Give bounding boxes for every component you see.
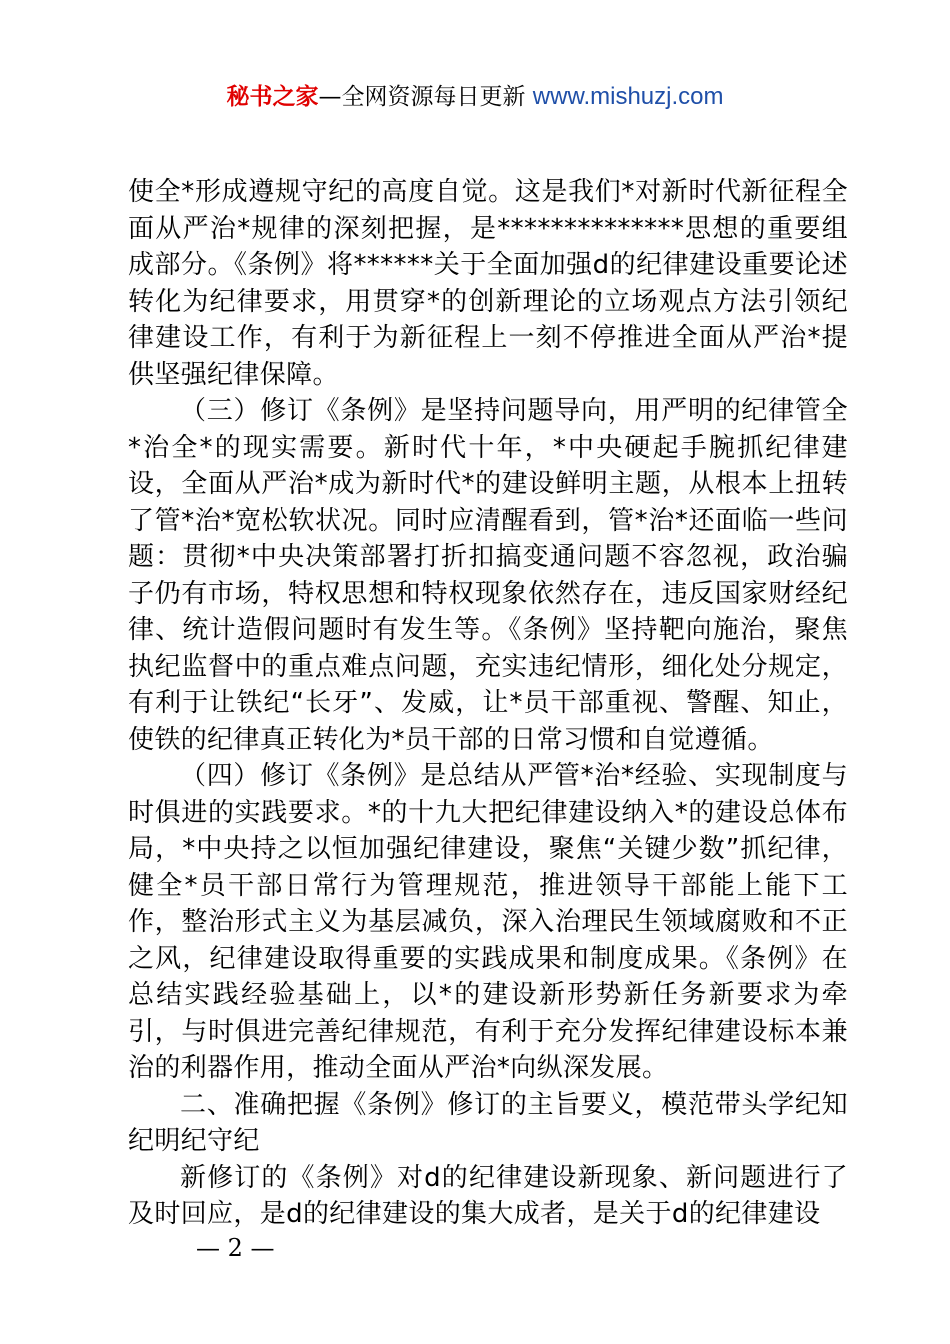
paragraph-section-two-intro: 新修订的《条例》对d的纪律建设新现象、新问题进行了及时回应，是d的纪律建设的集大成者，是关于d的纪律建设	[128, 1162, 848, 1229]
site-header	[0, 80, 950, 114]
header-slogan: —全网资源每日更新	[318, 84, 533, 110]
page-number: — 2 —	[196, 1234, 275, 1262]
paragraph-point-four: （四）修订《条例》是总结从严管*治*经验、实现制度与时俱进的实践要求。*的十九大把纪律建设纳入*的建设总体布局，*中央持之以恒加强纪律建设，聚焦“关键少数”抓纪律，健全*员干部日常行为管理规范，推进领导干部能上能下工作，整治形式主义为基层减负，深入治理民生领域腐败和不正之风，纪律建设取得重要的实践成果和制度成果。《条例》在总结实践经验基础上，以*的建设新形势新任务新要求为牵引，与时俱进完善纪律规范，有利于充分发挥纪律建设标本兼治的利器作用，推动全面从严治*向纵深发展。	[128, 761, 848, 1083]
brand-name: 秘书之家	[226, 84, 319, 110]
paragraph-point-three: （三）修订《条例》是坚持问题导向，用严明的纪律管全*治全*的现实需要。新时代十年，*中央硬起手腕抓纪律建设，全面从严治*成为新时代*的建设鲜明主题，从根本上扭转了管*治*宽松软状况。同时应清醒看到，管*治*还面临一些问题：贯彻*中央决策部署打折扣搞变通问题不容忽视，政治骗子仍有市场，特权思想和特权现象依然存在，违反国家财经纪律、统计造假问题时有发生等。《条例》坚持靶向施治，聚焦执纪监督中的重点难点问题，充实违纪情形，细化处分规定，有利于让铁纪“长牙”、发威，让*员干部重视、警醒、知止，使铁的纪律真正转化为*员干部的日常习惯和自觉遵循。	[128, 396, 848, 755]
paragraph-continuation: 使全*形成遵规守纪的高度自觉。这是我们*对新时代新征程全面从严治*规律的深刻把握，是**************思想的重要组成部分。《条例》将******关于全面加强d的纪律建设重要论述转化为纪律要求，用贯穿*的创新理论的立场观点方法引领纪律建设工作，有利于为新征程上一刻不停推进全面从严治*提供坚强纪律保障。	[128, 177, 848, 390]
site-url-link[interactable]: www.mishuzj.com	[532, 83, 724, 110]
document-body	[128, 174, 848, 1233]
section-heading-two: 二、准确把握《条例》修订的主旨要义，模范带头学纪知纪明纪守纪	[128, 1089, 848, 1156]
